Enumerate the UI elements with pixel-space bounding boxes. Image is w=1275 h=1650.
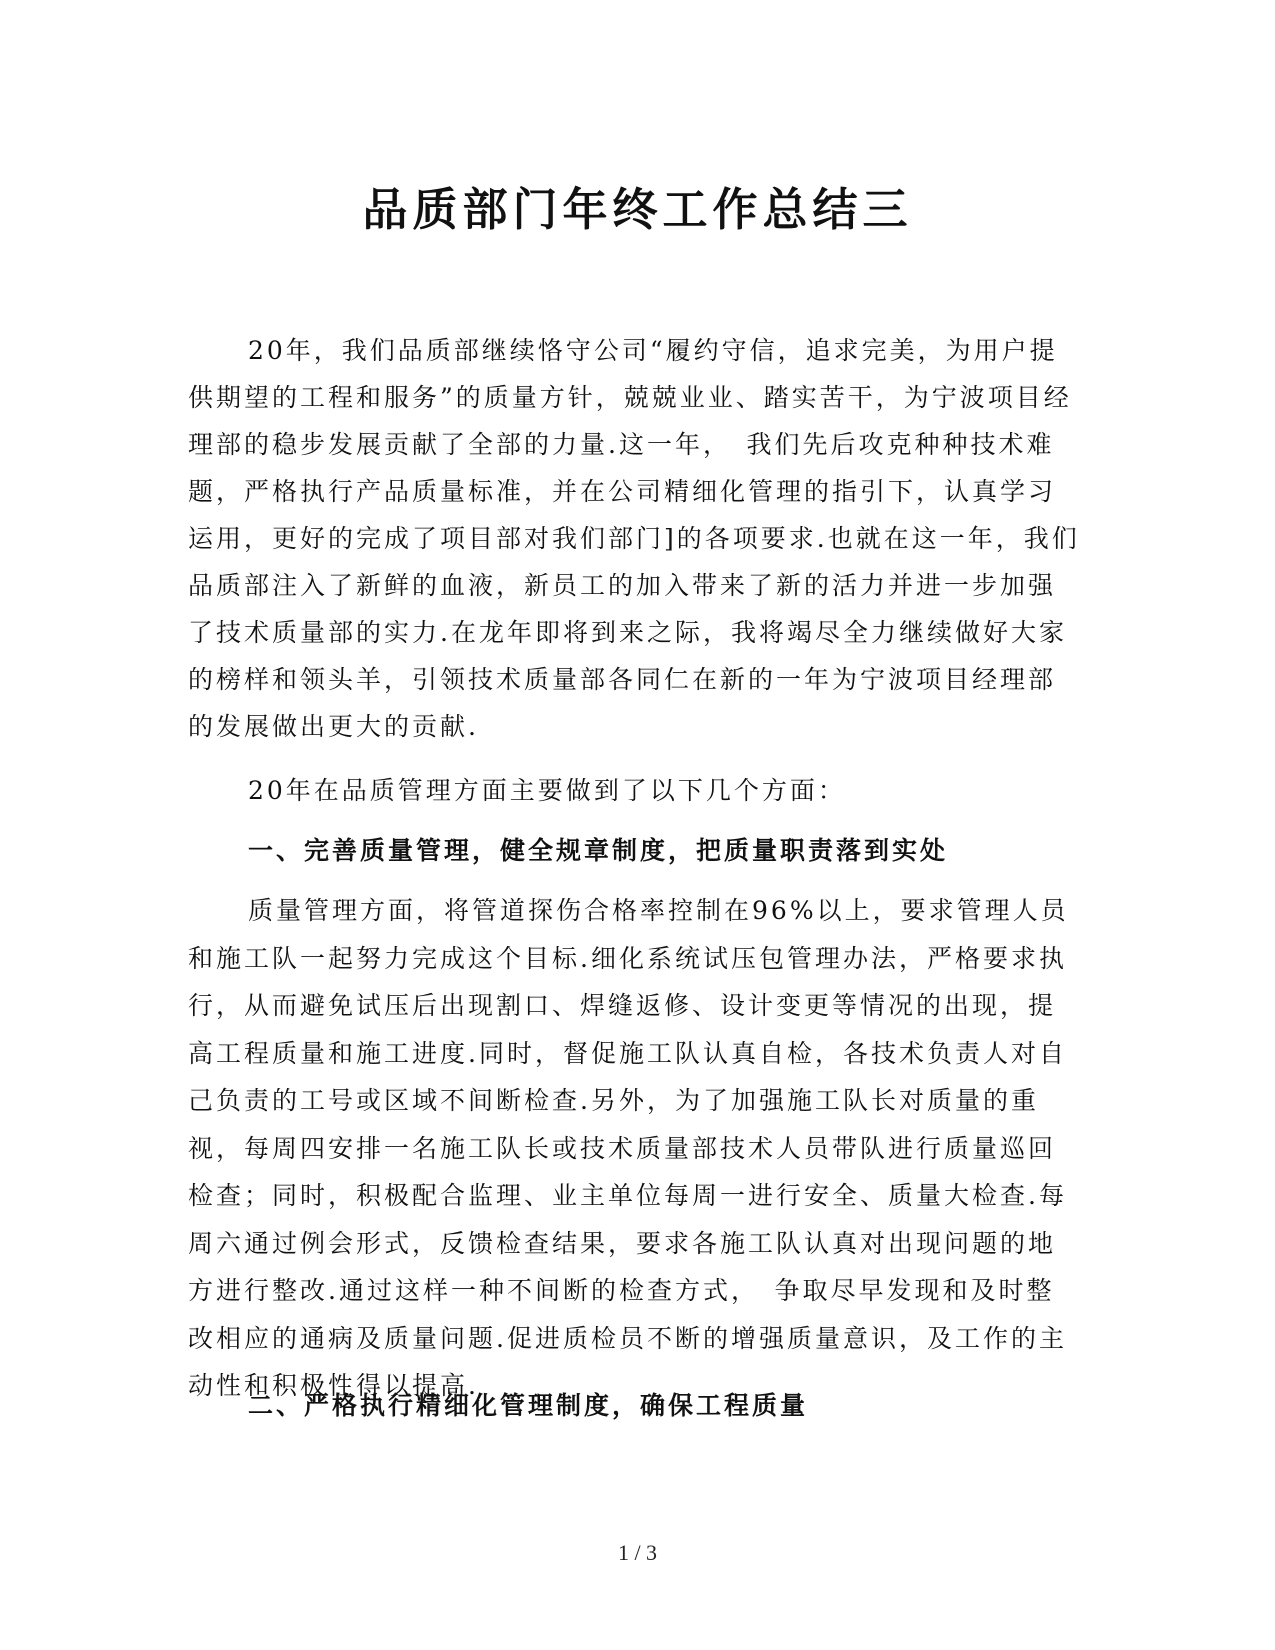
intro-paragraph: 20年，我们品质部继续恪守公司“履约守信，追求完美，为用户提供期望的工程和服务”的质量方针，兢兢业业、踏实苦干，为宁波项目经理部的稳步发展贡献了全部的力量.这一年， 我们先后攻克种种技术难题，严格执行产品质量标准，并在公司精细化管理的指引下，认真学习运用，更好的完成了项目部对我们部门]的各项要求.也就在这一年，我们品质部注入了新鲜的血液，新员工的加入带来了新的活力并进一步加强了技术质量部的实力.在龙年即将到来之际，我将竭尽全力继续做好大家的榜样和领头羊，引领技术质量部各同仁在新的一年为宁波项目经理部的发展做出更大的贡献. xyxy=(188,336,1080,741)
document-title: 品质部门年终工作总结三 xyxy=(362,183,913,237)
section-heading-1: 一、完善质量管理，健全规章制度，把质量职责落到实处 xyxy=(248,836,949,865)
section-1-paragraph: 质量管理方面，将管道探伤合格率控制在96%以上，要求管理人员和施工队一起努力完成这个目标.细化系统试压包管理办法，严格要求执行，从而避免试压后出现割口、焊缝返修、设计变更等情况的出现，提高工程质量和施工进度.同时，督促施工队认真自检，各技术负责人对自己负责的工号或区域不间断检查.另外，为了加强施工队长对质量的重视，每周四安排一名施工队长或技术质量部技术人员带队进行质量巡回检查；同时，积极配合监理、业主单位每周一进行安全、质量大检查.每周六通过例会形式，反馈检查结果，要求各施工队认真对出现问题的地方进行整改.通过这样一种不间断的检查方式， 争取尽早发现和及时整改相应的通病及质量问题.促进质检员不断的增强质量意识，及工作的主动性和积极性得以提高. xyxy=(188,896,1069,1400)
section-heading-2: 二、严格执行精细化管理制度，确保工程质量 xyxy=(248,1391,809,1420)
summary-lead-paragraph: 20年在品质管理方面主要做到了以下几个方面： xyxy=(248,776,846,805)
page-number: 1 / 3 xyxy=(617,1540,658,1565)
